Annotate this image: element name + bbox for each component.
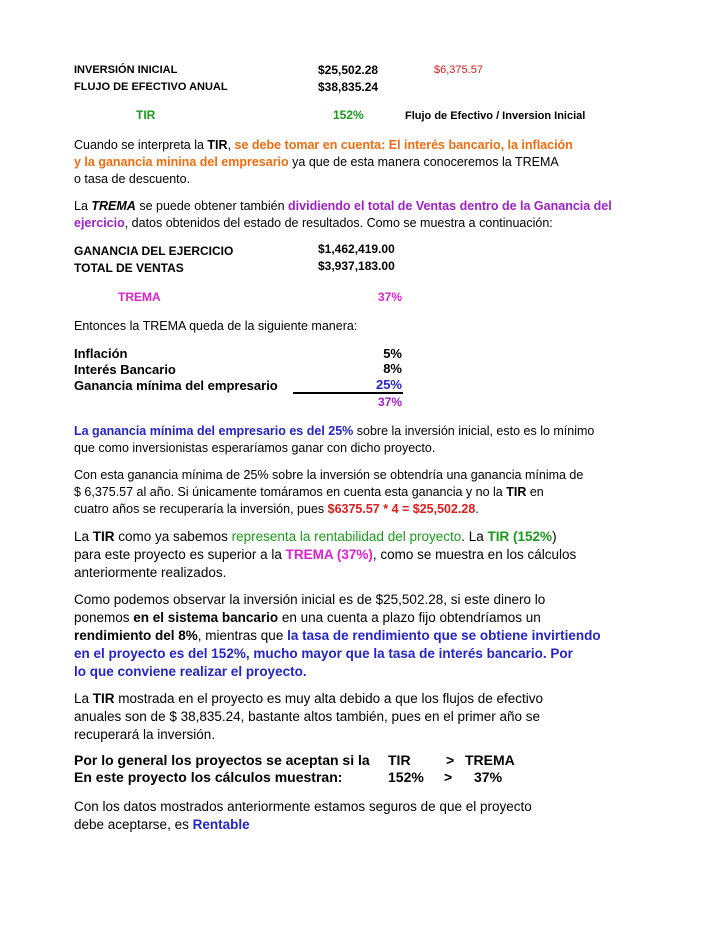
ventas-value: $3,937,183.00 [318, 259, 395, 273]
inversion-label: INVERSIÓN INICIAL [74, 64, 178, 76]
inversion-extra-value: $6,375.57 [434, 64, 483, 76]
inflacion-value: 5% [383, 346, 402, 361]
p7-line5: lo que conviene realizar el proyecto. [74, 664, 307, 679]
trema-value: 37% [377, 290, 402, 304]
ganancia-value: $1,462,419.00 [318, 242, 395, 256]
p8-line1: La TIR mostrada en el proyecto es muy alta debido a que los flujos de efectivo [74, 691, 544, 706]
tir-label: TIR [136, 108, 156, 122]
p7-line1: Como podemos observar la inversión inicial es de $25,502.28, si este dinero lo [74, 592, 546, 607]
p1-line2: y la ganancia minina del empresario ya que de esta manera conoceremos la TREMA [74, 155, 559, 169]
p9-trema: TREMA [465, 752, 515, 768]
p1-line1: Cuando se interpreta la TIR, se debe tomar en cuenta: El interés bancario, la inflación [74, 138, 573, 152]
p9-line2: En este proyecto los cálculos muestran: [74, 769, 343, 785]
p9-tir: TIR [388, 752, 411, 768]
p5-line3: cuatro años se recuperaría la inversión, pues $6375.57 * 4 = $25,502.28. [74, 502, 479, 516]
p4-line2: que como inversionistas esperaríamos ganar con dicho proyecto. [74, 441, 436, 455]
inflacion-label: Inflación [74, 346, 128, 361]
p8-line3: recuperará la inversión. [74, 727, 216, 742]
p9-gt1: > [446, 752, 455, 768]
p9-gt2: > [444, 769, 453, 785]
trema-total-value: 37% [377, 395, 402, 409]
interes-value: 8% [383, 361, 402, 376]
p9-line1: Por lo general los proyectos se aceptan si la [74, 752, 370, 768]
trema-label: TREMA [118, 290, 161, 304]
p3-line: Entonces la TREMA queda de la siguiente manera: [74, 319, 358, 333]
p9-v1: 152% [388, 769, 424, 785]
p5-line1: Con esta ganancia mínima de 25% sobre la inversión se obtendría una ganancia mínima de [74, 468, 584, 482]
p10-line1: Con los datos mostrados anteriormente estamos seguros de que el proyecto [74, 799, 532, 814]
ganancia-minima-label: Ganancia mínima del empresario [74, 378, 278, 393]
flujo-value: $38,835.24 [318, 80, 379, 94]
p6-line3: anteriormente realizados. [74, 565, 227, 580]
inversion-value: $25,502.28 [318, 63, 379, 77]
interes-label: Interés Bancario [74, 362, 176, 377]
p4-line1: La ganancia mínima del empresario es del 25% sobre la inversión inicial, esto es lo mínimo [74, 424, 595, 438]
tir-value: 152% [333, 108, 364, 122]
p8-line2: anuales son de $ 38,835.24, bastante altos también, pues en el primer año se [74, 709, 541, 724]
p7-line3: rendimiento del 8%, mientras que la tasa de rendimiento que se obtiene invirtiendo [74, 628, 601, 643]
p7-line4: en el proyecto es del 152%, mucho mayor que la tasa de interés bancario. Por [74, 646, 573, 661]
p5-line2: $ 6,375.57 al año. Si únicamente tomáramos en cuenta esta ganancia y no la TIR en [74, 485, 544, 499]
p7-line2: ponemos en el sistema bancario en una cuenta a plazo fijo obtendríamos un [74, 610, 541, 625]
p6-line2: para este proyecto es superior a la TREMA (37%), como se muestra en los cálculos [74, 547, 577, 562]
p6-line1: La TIR como ya sabemos representa la rentabilidad del proyecto. La TIR (152%) [74, 529, 557, 544]
sum-underline [293, 392, 403, 394]
p9-v2: 37% [474, 769, 503, 785]
p2-line1: La TREMA se puede obtener también dividiendo el total de Ventas dentro de la Ganancia del [74, 199, 612, 213]
tir-note: Flujo de Efectivo / Inversion Inicial [405, 110, 586, 122]
ventas-label: TOTAL DE VENTAS [74, 261, 184, 275]
p1-line3: o tasa de descuento. [74, 172, 191, 186]
p2-line2: ejercicio, datos obtenidos del estado de resultados. Como se muestra a continuación: [74, 216, 553, 230]
flujo-label: FLUJO DE EFECTIVO ANUAL [74, 81, 228, 93]
ganancia-minima-value: 25% [375, 377, 402, 392]
ganancia-label: GANANCIA DEL EJERCICIO [74, 244, 234, 258]
p10-line2: debe aceptarse, es Rentable [74, 817, 250, 832]
